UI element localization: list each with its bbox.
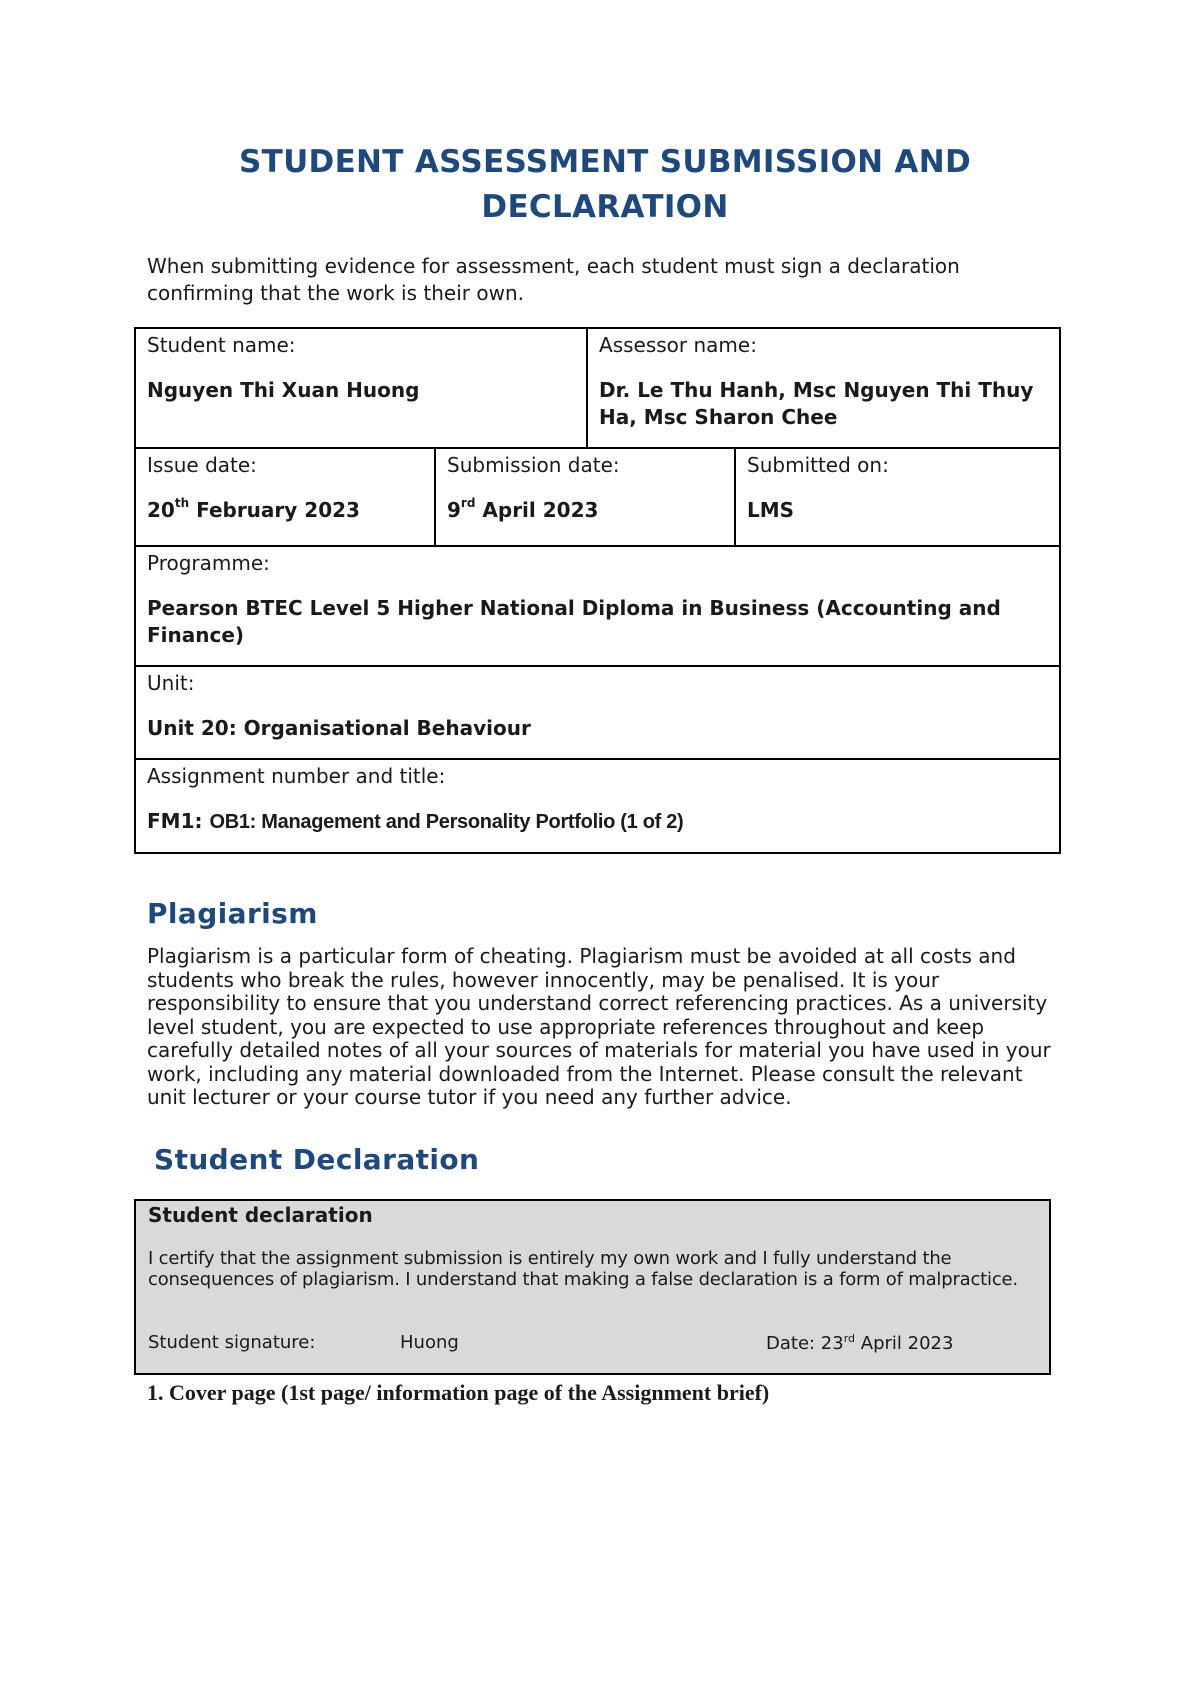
student-name-label: Student name: [147, 333, 296, 357]
student-name-value: Nguyen Thi Xuan Huong [147, 378, 420, 402]
issue-date-label: Issue date: [147, 453, 257, 477]
submission-month-year: April 2023 [475, 498, 599, 522]
student-declaration-heading: Student Declaration [154, 1143, 480, 1176]
plagiarism-text: Plagiarism is a particular form of cheating. Plagiarism must be avoided at all costs and students who break the rules, however innocently, may be penalised. It is your responsibility to ensure that you understand correct referencing practices. As a university level student, you are expected to use appropriate references throughout and keep carefully detailed notes of all your sources of materials for material you have used in your work, including any material downloaded from the Internet. Please consult the relevant unit lecturer or your course tutor if you need any further advice. [147, 944, 1051, 1109]
date-suffix: rd [843, 1332, 856, 1345]
title-line-1: STUDENT ASSESSMENT SUBMISSION AND [239, 144, 971, 180]
title-line-2: DECLARATION [481, 189, 729, 225]
page-title [120, 140, 1090, 230]
assessor-name-cell [587, 328, 1060, 448]
unit-cell [135, 666, 1060, 759]
submission-day: 9 [447, 498, 461, 522]
submission-date-label: Submission date: [447, 453, 620, 477]
submission-date-cell [435, 448, 735, 546]
signature-label: Student signature: [148, 1332, 316, 1353]
assessor-name-value: Dr. Le Thu Hanh, Msc Nguyen Thi Thuy Ha, Msc Sharon Chee [599, 378, 1034, 429]
assessor-name-label: Assessor name: [599, 333, 757, 357]
date-rest: April 2023 [855, 1333, 954, 1354]
unit-label: Unit: [147, 671, 195, 695]
plagiarism-heading: Plagiarism [147, 897, 318, 930]
names-row [135, 328, 1060, 448]
assignment-cell [135, 759, 1060, 853]
signature-value: Huong [400, 1332, 459, 1353]
unit-row [135, 666, 1060, 759]
programme-row [135, 546, 1060, 666]
assignment-row [135, 759, 1060, 853]
submitted-on-cell [735, 448, 1060, 546]
declaration-box [134, 1199, 1051, 1375]
issue-day: 20 [147, 498, 175, 522]
submission-info-table [134, 327, 1061, 854]
issue-date-cell [135, 448, 435, 546]
submission-date-value [447, 497, 723, 524]
intro-text: When submitting evidence for assessment, each student must sign a declaration confirming that the work is their own. [147, 254, 960, 305]
submission-day-suffix: rd [460, 496, 476, 511]
date-prefix: Date: 23 [766, 1333, 844, 1354]
issue-day-suffix: th [174, 496, 190, 511]
programme-label: Programme: [147, 551, 270, 575]
programme-value: Pearson BTEC Level 5 Higher National Diploma in Business (Accounting and Finance) [147, 596, 1001, 647]
declaration-date [766, 1332, 953, 1354]
assignment-value [147, 808, 1048, 836]
assignment-title: OB1: Management and Personality Portfolio (1 of 2) [209, 811, 684, 833]
declaration-box-title: Student declaration [148, 1203, 373, 1227]
submitted-on-value: LMS [747, 498, 795, 522]
student-name-cell [135, 328, 587, 448]
declaration-text: I certify that the assignment submission is entirely my own work and I fully understand the consequences of plagiarism. I understand that making a false declaration is a form of malpractice. [148, 1248, 1018, 1290]
assignment-label: Assignment number and title: [147, 764, 446, 788]
programme-cell [135, 546, 1060, 666]
dates-row [135, 448, 1060, 546]
submitted-on-label: Submitted on: [747, 453, 889, 477]
unit-value: Unit 20: Organisational Behaviour [147, 716, 531, 740]
issue-date-value [147, 497, 423, 524]
issue-month-year: February 2023 [189, 498, 360, 522]
assignment-code: FM1: [147, 809, 210, 833]
cover-page-heading: 1. Cover page (1st page/ information page of the Assignment brief) [147, 1380, 770, 1405]
